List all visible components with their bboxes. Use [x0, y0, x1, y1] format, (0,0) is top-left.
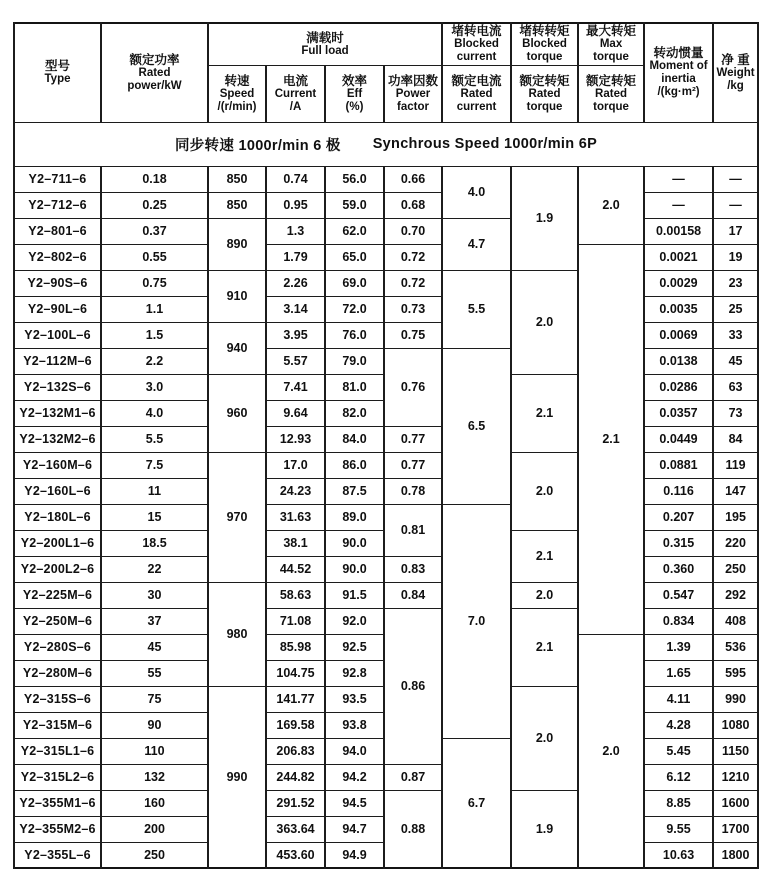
table-row [14, 556, 758, 582]
blocked-current-label-en2: current [456, 51, 497, 64]
rated-torque-label-en2: torque [526, 100, 563, 113]
weight-cell: 408 [713, 608, 758, 634]
model-cell: Y2–250M–6 [14, 608, 101, 634]
current-cell: 141.77 [266, 686, 325, 712]
rated-current-label-zh: 额定电流 [451, 73, 502, 88]
table-row [14, 270, 758, 296]
current-cell: 169.58 [266, 712, 325, 738]
model-cell: Y2–160L–6 [14, 478, 101, 504]
inertia-cell: 8.85 [644, 790, 713, 816]
col-header-weight [713, 23, 758, 122]
weight-cell: 1800 [713, 842, 758, 868]
table-row [14, 504, 758, 530]
eff-cell: 81.0 [325, 374, 384, 400]
current-cell: 291.52 [266, 790, 325, 816]
inertia-cell: 5.45 [644, 738, 713, 764]
inertia-label-en2: inertia [661, 73, 696, 86]
eff-cell: 72.0 [325, 296, 384, 322]
weight-cell: 45 [713, 348, 758, 374]
inertia-cell: 0.116 [644, 478, 713, 504]
inertia-cell: — [644, 166, 713, 192]
power-cell: 250 [101, 842, 208, 868]
type-label-en: Type [44, 73, 71, 86]
max-torque-label-en1: Max [599, 38, 623, 51]
power-factor-cell: 0.78 [384, 478, 442, 504]
power-factor-cell: 0.86 [384, 608, 442, 764]
eff-cell: 92.8 [325, 660, 384, 686]
section-title-row [14, 122, 758, 166]
blocked-current-cell: 7.0 [442, 504, 511, 738]
power-factor-label-zh: 功率因数 [388, 73, 439, 88]
blocked-torque-cell: 2.0 [511, 582, 578, 608]
power-factor-cell: 0.66 [384, 166, 442, 192]
eff-cell: 87.5 [325, 478, 384, 504]
inertia-cell: 0.207 [644, 504, 713, 530]
weight-cell: 1080 [713, 712, 758, 738]
weight-label-zh: 净 重 [721, 52, 750, 67]
weight-cell: 292 [713, 582, 758, 608]
power-cell: 0.37 [101, 218, 208, 244]
power-factor-cell: 0.81 [384, 504, 442, 556]
weight-cell: — [713, 166, 758, 192]
rated-power-label-zh: 额定功率 [129, 52, 180, 67]
power-factor-cell: 0.83 [384, 556, 442, 582]
col-header-blocked-current-den [442, 65, 511, 122]
power-cell: 3.0 [101, 374, 208, 400]
power-cell: 15 [101, 504, 208, 530]
inertia-cell: 0.360 [644, 556, 713, 582]
col-header-type [14, 23, 101, 122]
spec-table-body [14, 166, 758, 868]
inertia-cell: 6.12 [644, 764, 713, 790]
col-header-blocked-torque-num [511, 23, 578, 65]
table-row [14, 218, 758, 244]
power-cell: 55 [101, 660, 208, 686]
model-cell: Y2–315M–6 [14, 712, 101, 738]
speed-cell: 990 [208, 686, 266, 868]
rated-torque-label-zh: 额定转矩 [519, 73, 570, 88]
eff-cell: 82.0 [325, 400, 384, 426]
power-cell: 2.2 [101, 348, 208, 374]
rated-torque-label-en1: Rated [528, 87, 561, 100]
current-cell: 9.64 [266, 400, 325, 426]
inertia-cell: 4.11 [644, 686, 713, 712]
inertia-cell: 0.0069 [644, 322, 713, 348]
model-cell: Y2–90L–6 [14, 296, 101, 322]
col-header-eff [325, 65, 384, 122]
model-cell: Y2–160M–6 [14, 452, 101, 478]
power-cell: 5.5 [101, 426, 208, 452]
max-torque-label-zh: 最大转矩 [586, 24, 637, 39]
power-cell: 200 [101, 816, 208, 842]
inertia-cell: 0.0881 [644, 452, 713, 478]
power-cell: 18.5 [101, 530, 208, 556]
blocked-torque-cell: 1.9 [511, 790, 578, 868]
section-title-zh: 同步转速 1000r/min 6 极 [174, 137, 341, 154]
table-row [14, 322, 758, 348]
rated-current-label-en2: current [456, 100, 497, 113]
speed-cell: 910 [208, 270, 266, 322]
eff-label-en: Eff [346, 87, 363, 100]
rated-power-label-en2: power/kW [127, 79, 182, 92]
blocked-current-label-zh: 堵转电流 [451, 24, 502, 39]
col-header-speed [208, 65, 266, 122]
model-cell: Y2–180L–6 [14, 504, 101, 530]
rated-power-label-en1: Rated [138, 66, 171, 79]
power-cell: 0.25 [101, 192, 208, 218]
current-cell: 453.60 [266, 842, 325, 868]
model-cell: Y2–355M1–6 [14, 790, 101, 816]
current-cell: 244.82 [266, 764, 325, 790]
speed-cell: 980 [208, 582, 266, 686]
power-factor-cell: 0.88 [384, 790, 442, 868]
header-row-top [14, 23, 758, 65]
power-factor-cell: 0.84 [384, 582, 442, 608]
inertia-unit-label: /(kg·m²) [657, 86, 700, 99]
weight-cell: 23 [713, 270, 758, 296]
inertia-cell: 0.0035 [644, 296, 713, 322]
model-cell: Y2–132M2–6 [14, 426, 101, 452]
eff-cell: 59.0 [325, 192, 384, 218]
power-factor-cell: 0.77 [384, 426, 442, 452]
blocked-torque-cell: 2.1 [511, 608, 578, 686]
power-factor-cell: 0.87 [384, 764, 442, 790]
weight-cell: 25 [713, 296, 758, 322]
eff-cell: 90.0 [325, 556, 384, 582]
speed-unit-label: /(r/min) [217, 100, 257, 113]
max-torque-cell: 2.1 [578, 244, 644, 634]
speed-cell: 850 [208, 166, 266, 192]
model-cell: Y2–711–6 [14, 166, 101, 192]
model-cell: Y2–132S–6 [14, 374, 101, 400]
blocked-torque-cell: 2.1 [511, 374, 578, 452]
power-cell: 37 [101, 608, 208, 634]
col-header-full-load [208, 23, 442, 65]
model-cell: Y2–315L1–6 [14, 738, 101, 764]
power-cell: 30 [101, 582, 208, 608]
inertia-cell: 0.834 [644, 608, 713, 634]
eff-cell: 92.5 [325, 634, 384, 660]
weight-cell: 595 [713, 660, 758, 686]
table-row [14, 582, 758, 608]
blocked-torque-cell: 2.1 [511, 530, 578, 582]
current-cell: 0.74 [266, 166, 325, 192]
power-factor-cell: 0.73 [384, 296, 442, 322]
blocked-current-label-en1: Blocked [454, 38, 499, 51]
inertia-cell: 1.39 [644, 634, 713, 660]
blocked-torque-label-en1: Blocked [522, 38, 567, 51]
model-cell: Y2–112M–6 [14, 348, 101, 374]
table-row [14, 192, 758, 218]
blocked-torque-cell: 1.9 [511, 166, 578, 270]
power-cell: 1.1 [101, 296, 208, 322]
max-torque-cell: 2.0 [578, 166, 644, 244]
inertia-cell: 0.00158 [644, 218, 713, 244]
eff-cell: 94.7 [325, 816, 384, 842]
weight-cell: 119 [713, 452, 758, 478]
weight-cell: — [713, 192, 758, 218]
blocked-current-cell: 4.0 [442, 166, 511, 218]
eff-cell: 89.0 [325, 504, 384, 530]
speed-cell: 890 [208, 218, 266, 270]
col-header-blocked-current-num [442, 23, 511, 65]
current-cell: 3.14 [266, 296, 325, 322]
inertia-cell: 0.0021 [644, 244, 713, 270]
table-row [14, 348, 758, 374]
table-row [14, 244, 758, 270]
eff-unit-label: (%) [345, 100, 364, 113]
model-cell: Y2–90S–6 [14, 270, 101, 296]
current-cell: 85.98 [266, 634, 325, 660]
power-cell: 0.18 [101, 166, 208, 192]
section-title-en: Synchrous Speed 1000r/min 6P [372, 136, 598, 152]
current-cell: 206.83 [266, 738, 325, 764]
col-header-inertia [644, 23, 713, 122]
weight-cell: 17 [713, 218, 758, 244]
current-cell: 363.64 [266, 816, 325, 842]
power-factor-cell: 0.77 [384, 452, 442, 478]
model-cell: Y2–280S–6 [14, 634, 101, 660]
col-header-rated-power [101, 23, 208, 122]
power-cell: 45 [101, 634, 208, 660]
weight-cell: 73 [713, 400, 758, 426]
full-load-label-en: Full load [301, 44, 349, 57]
weight-cell: 1600 [713, 790, 758, 816]
model-cell: Y2–225M–6 [14, 582, 101, 608]
speed-cell: 970 [208, 452, 266, 582]
table-row [14, 764, 758, 790]
speed-label-zh: 转速 [224, 73, 250, 88]
rated-torque2-label-en2: torque [593, 100, 629, 113]
eff-cell: 62.0 [325, 218, 384, 244]
inertia-cell: 0.315 [644, 530, 713, 556]
weight-cell: 84 [713, 426, 758, 452]
table-row [14, 608, 758, 634]
model-cell: Y2–355M2–6 [14, 816, 101, 842]
max-torque-cell: 2.0 [578, 634, 644, 868]
blocked-current-cell: 6.7 [442, 738, 511, 868]
model-cell: Y2–802–6 [14, 244, 101, 270]
inertia-cell: — [644, 192, 713, 218]
blocked-torque-cell: 2.0 [511, 686, 578, 790]
weight-cell: 63 [713, 374, 758, 400]
model-cell: Y2–132M1–6 [14, 400, 101, 426]
weight-cell: 1150 [713, 738, 758, 764]
model-cell: Y2–200L1–6 [14, 530, 101, 556]
model-cell: Y2–280M–6 [14, 660, 101, 686]
weight-cell: 1210 [713, 764, 758, 790]
col-header-current [266, 65, 325, 122]
table-row [14, 426, 758, 452]
model-cell: Y2–100L–6 [14, 322, 101, 348]
blocked-current-cell: 4.7 [442, 218, 511, 270]
inertia-cell: 0.0138 [644, 348, 713, 374]
type-label-zh: 型号 [44, 59, 70, 74]
power-cell: 4.0 [101, 400, 208, 426]
blocked-torque-label-en2: torque [526, 51, 563, 64]
weight-cell: 1700 [713, 816, 758, 842]
power-cell: 110 [101, 738, 208, 764]
power-factor-label-en1: Power [395, 87, 431, 100]
power-factor-cell: 0.72 [384, 244, 442, 270]
model-cell: Y2–801–6 [14, 218, 101, 244]
inertia-cell: 0.547 [644, 582, 713, 608]
inertia-cell: 4.28 [644, 712, 713, 738]
eff-cell: 93.5 [325, 686, 384, 712]
power-factor-cell: 0.72 [384, 270, 442, 296]
eff-cell: 69.0 [325, 270, 384, 296]
power-cell: 0.75 [101, 270, 208, 296]
table-row [14, 790, 758, 816]
power-cell: 22 [101, 556, 208, 582]
current-cell: 31.63 [266, 504, 325, 530]
power-factor-cell: 0.76 [384, 348, 442, 426]
power-cell: 75 [101, 686, 208, 712]
weight-cell: 990 [713, 686, 758, 712]
inertia-cell: 0.0286 [644, 374, 713, 400]
blocked-current-cell: 5.5 [442, 270, 511, 348]
table-row [14, 478, 758, 504]
current-cell: 5.57 [266, 348, 325, 374]
blocked-torque-cell: 2.0 [511, 270, 578, 374]
eff-cell: 92.0 [325, 608, 384, 634]
table-row [14, 452, 758, 478]
col-header-power-factor [384, 65, 442, 122]
weight-cell: 250 [713, 556, 758, 582]
rated-torque2-label-zh: 额定转矩 [586, 73, 637, 88]
current-cell: 7.41 [266, 374, 325, 400]
inertia-cell: 9.55 [644, 816, 713, 842]
blocked-torque-cell: 2.0 [511, 452, 578, 530]
eff-cell: 94.0 [325, 738, 384, 764]
current-cell: 71.08 [266, 608, 325, 634]
power-cell: 160 [101, 790, 208, 816]
power-factor-cell: 0.75 [384, 322, 442, 348]
eff-cell: 93.8 [325, 712, 384, 738]
eff-label-zh: 效率 [341, 73, 367, 88]
weight-cell: 147 [713, 478, 758, 504]
rated-torque2-label-en1: Rated [595, 87, 627, 100]
model-cell: Y2–200L2–6 [14, 556, 101, 582]
weight-unit-label: /kg [727, 79, 744, 92]
current-cell: 58.63 [266, 582, 325, 608]
current-label-zh: 电流 [282, 73, 308, 88]
current-unit-label: /A [289, 100, 302, 113]
power-cell: 1.5 [101, 322, 208, 348]
inertia-cell: 1.65 [644, 660, 713, 686]
current-cell: 1.79 [266, 244, 325, 270]
eff-cell: 94.2 [325, 764, 384, 790]
inertia-cell: 0.0357 [644, 400, 713, 426]
eff-cell: 65.0 [325, 244, 384, 270]
weight-cell: 536 [713, 634, 758, 660]
col-header-max-torque-num [578, 23, 644, 65]
current-cell: 0.95 [266, 192, 325, 218]
power-cell: 132 [101, 764, 208, 790]
model-cell: Y2–315L2–6 [14, 764, 101, 790]
max-torque-label-en2: torque [593, 51, 629, 64]
inertia-label-en1: Moment of [649, 60, 708, 73]
inertia-cell: 10.63 [644, 842, 713, 868]
speed-cell: 850 [208, 192, 266, 218]
full-load-label-zh: 满载时 [306, 30, 344, 45]
current-cell: 1.3 [266, 218, 325, 244]
power-cell: 11 [101, 478, 208, 504]
col-header-max-torque-den [578, 65, 644, 122]
speed-label-en: Speed [219, 87, 255, 100]
eff-cell: 56.0 [325, 166, 384, 192]
current-cell: 17.0 [266, 452, 325, 478]
eff-cell: 94.5 [325, 790, 384, 816]
weight-cell: 220 [713, 530, 758, 556]
current-cell: 38.1 [266, 530, 325, 556]
eff-cell: 86.0 [325, 452, 384, 478]
eff-cell: 79.0 [325, 348, 384, 374]
eff-cell: 94.9 [325, 842, 384, 868]
power-factor-cell: 0.70 [384, 218, 442, 244]
inertia-cell: 0.0029 [644, 270, 713, 296]
power-cell: 0.55 [101, 244, 208, 270]
current-cell: 3.95 [266, 322, 325, 348]
inertia-label-zh: 转动惯量 [653, 46, 704, 61]
current-cell: 24.23 [266, 478, 325, 504]
power-cell: 7.5 [101, 452, 208, 478]
eff-cell: 76.0 [325, 322, 384, 348]
section-title-cell [14, 122, 758, 166]
current-cell: 44.52 [266, 556, 325, 582]
inertia-cell: 0.0449 [644, 426, 713, 452]
table-row [14, 296, 758, 322]
rated-current-label-en1: Rated [460, 87, 493, 100]
weight-cell: 33 [713, 322, 758, 348]
weight-cell: 195 [713, 504, 758, 530]
blocked-torque-label-zh: 堵转转矩 [519, 24, 570, 39]
power-factor-cell: 0.68 [384, 192, 442, 218]
weight-label-en1: Weight [716, 66, 755, 79]
power-factor-label-en2: factor [397, 100, 429, 113]
model-cell: Y2–315S–6 [14, 686, 101, 712]
speed-cell: 960 [208, 374, 266, 452]
current-label-en: Current [274, 87, 317, 100]
motor-spec-table [13, 22, 759, 869]
model-cell: Y2–355L–6 [14, 842, 101, 868]
current-cell: 2.26 [266, 270, 325, 296]
eff-cell: 91.5 [325, 582, 384, 608]
weight-cell: 19 [713, 244, 758, 270]
current-cell: 12.93 [266, 426, 325, 452]
model-cell: Y2–712–6 [14, 192, 101, 218]
speed-cell: 940 [208, 322, 266, 374]
table-row [14, 166, 758, 192]
eff-cell: 90.0 [325, 530, 384, 556]
current-cell: 104.75 [266, 660, 325, 686]
power-cell: 90 [101, 712, 208, 738]
blocked-current-cell: 6.5 [442, 348, 511, 504]
eff-cell: 84.0 [325, 426, 384, 452]
col-header-blocked-torque-den [511, 65, 578, 122]
